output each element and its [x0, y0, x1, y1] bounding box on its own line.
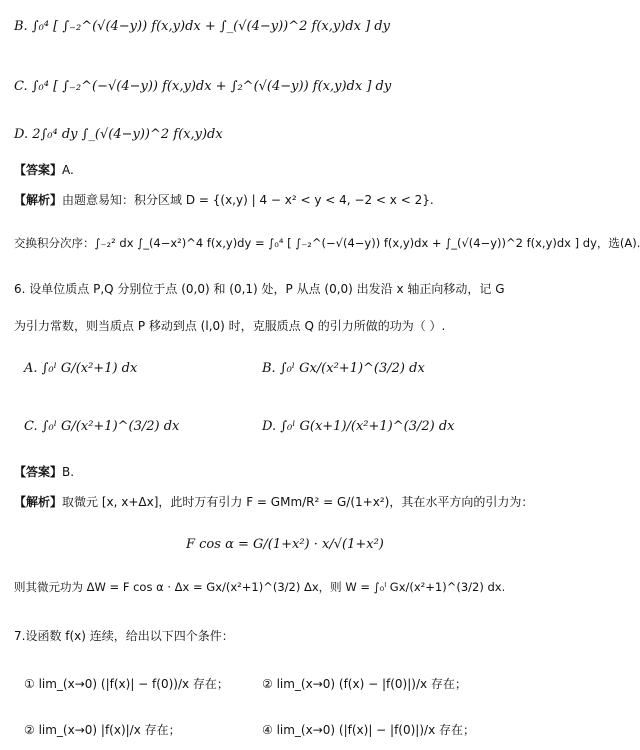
- option-c-q5: C. ∫₀⁴ [ ∫₋₂^(−√(4−y)) f(x,y)dx + ∫₂^(√(4−y)) f(x,y)dx ] dy: [14, 79, 392, 94]
- analysis-q6: [14, 496, 533, 508]
- question-7-stem: 7.设函数 f(x) 连续，给出以下四个条件：: [14, 629, 234, 643]
- condition-2: ② lim_(x→0) (f(x) − |f(0)|)/x 存在；: [262, 677, 467, 691]
- analysis-text: 由题意易知：积分区域 D = {(x,y) | 4 − x² < y < 4, −2 < x < 2}.: [62, 193, 434, 207]
- answer-value: B.: [62, 465, 75, 479]
- answer-q6: [14, 466, 74, 478]
- answer-value: A.: [62, 163, 74, 177]
- force-formula: F cos α = G/(1+x²) · x/√(1+x²): [186, 537, 384, 552]
- option-b-q5: B. ∫₀⁴ [ ∫₋₂^(√(4−y)) f(x,y)dx + ∫_(√(4−y))^2 f(x,y)dx ] dy: [14, 19, 390, 34]
- analysis-label: 【解析】: [14, 495, 63, 509]
- option-b-q6: B. ∫₀ˡ Gx/(x²+1)^(3/2) dx: [262, 361, 425, 376]
- answer-q5: [14, 164, 74, 176]
- option-a-q6: A. ∫₀ˡ G/(x²+1) dx: [24, 361, 138, 376]
- analysis-q5: [14, 194, 434, 206]
- answer-label: 【答案】: [14, 465, 63, 479]
- condition-4: ④ lim_(x→0) (|f(x)| − |f(0)|)/x 存在；: [262, 723, 475, 737]
- answer-label: 【答案】: [14, 163, 63, 177]
- condition-1: ① lim_(x→0) (|f(x)| − f(0))/x 存在；: [24, 677, 229, 691]
- condition-3: ② lim_(x→0) |f(x)|/x 存在；: [24, 723, 181, 737]
- work-formula: 则其微元功为 ΔW = F cos α · Δx = Gx/(x²+1)^(3/2) Δx，则 W = ∫₀ˡ Gx/(x²+1)^(3/2) dx.: [14, 580, 506, 594]
- exchange-integral-order: 交换积分次序：∫₋₂² dx ∫_(4−x²)^4 f(x,y)dy = ∫₀⁴ [ ∫₋₂^(−√(4−y)) f(x,y)dx + ∫_(√(4−y))^2 f(x,y)dx ] dy，选(A).: [14, 236, 640, 250]
- option-d-q6: D. ∫₀ˡ G(x+1)/(x²+1)^(3/2) dx: [262, 419, 455, 434]
- question-6-line-1: 6. 设单位质点 P,Q 分别位于点 (0,0) 和 (0,1) 处，P 从点 (0,0) 出发沿 x 轴正向移动，记 G: [14, 282, 505, 296]
- question-6-line-2: 为引力常数，则当质点 P 移动到点 (l,0) 时，克服质点 Q 的引力所做的功为（ ）.: [14, 319, 446, 333]
- analysis-label: 【解析】: [14, 193, 63, 207]
- analysis-text: 取微元 [x, x+Δx]，此时万有引力 F = GMm/R² = G/(1+x²)，其在水平方向的引力为：: [62, 495, 534, 509]
- option-c-q6: C. ∫₀ˡ G/(x²+1)^(3/2) dx: [24, 419, 180, 434]
- option-d-q5: D. 2∫₀⁴ dy ∫_(√(4−y))^2 f(x,y)dx: [14, 127, 223, 142]
